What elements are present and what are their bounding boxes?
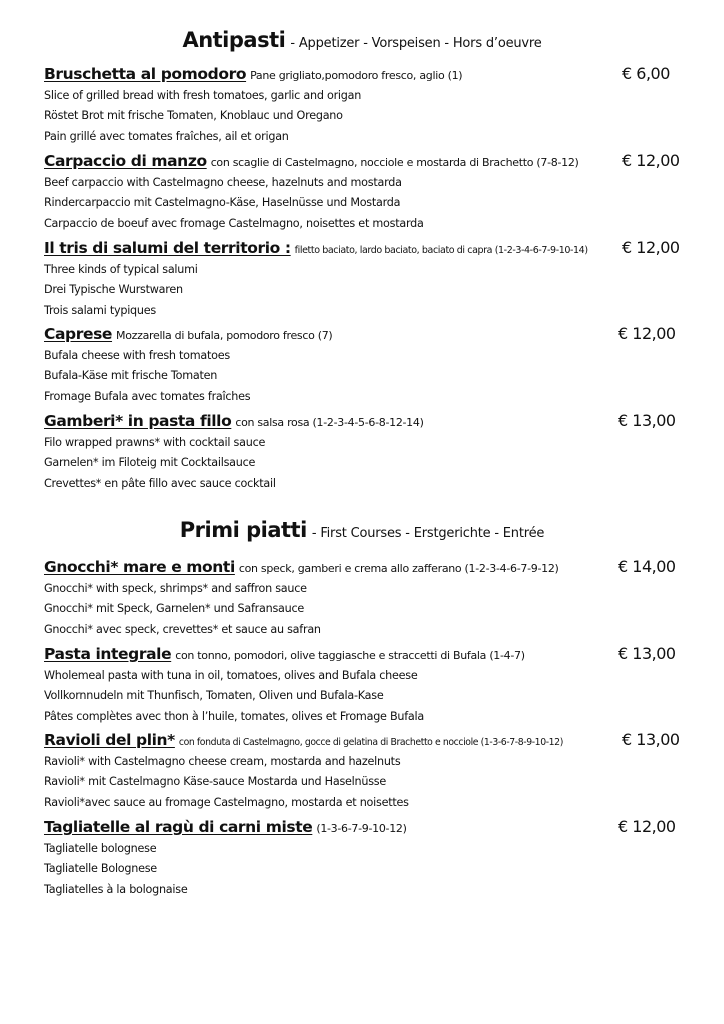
menu-item-tris-salumi bbox=[44, 238, 680, 321]
translation-fr: Carpaccio de boeuf avec fromage Castelmagno, noisettes et mostarda bbox=[44, 216, 424, 230]
menu-item-gnocchi bbox=[44, 557, 674, 640]
menu-item-tagliatelle bbox=[44, 817, 674, 900]
item-description: con fonduta di Castelmagno, gocce di gelatina di Brachetto e nocciole (1-3-6-7-8-9-10-12) bbox=[178, 737, 563, 748]
item-price: € 12,00 bbox=[622, 238, 680, 257]
item-price: € 14,00 bbox=[618, 557, 676, 576]
translation-en: Bufala cheese with fresh tomatoes bbox=[44, 349, 230, 362]
item-name: Carpaccio di manzo bbox=[44, 152, 207, 170]
section-subtitle: - Appetizer - Vorspeisen - Hors d’oeuvre bbox=[290, 36, 542, 51]
translation-en: Slice of grilled bread with fresh tomatoes, garlic and origan bbox=[44, 89, 362, 102]
translation-fr: Gnocchi* avec speck, crevettes* et sauce au safran bbox=[44, 622, 321, 636]
translation-en: Beef carpaccio with Castelmagno cheese, hazelnuts and mostarda bbox=[44, 176, 402, 189]
section-title: Antipasti bbox=[182, 28, 286, 52]
item-name: Pasta integrale bbox=[44, 645, 172, 663]
item-price: € 12,00 bbox=[622, 151, 680, 170]
translation-de: Röstet Brot mit frische Tomaten, Knoblauc und Oregano bbox=[44, 109, 343, 123]
translation-de: Gnocchi* mit Speck, Garnelen* und Safransauce bbox=[44, 602, 305, 616]
section-title: Primi piatti bbox=[179, 518, 307, 542]
item-price: € 12,00 bbox=[618, 817, 676, 836]
translation-en: Wholemeal pasta with tuna in oil, tomatoes, olives and Bufala cheese bbox=[44, 669, 418, 682]
item-description: Pane grigliato,pomodoro fresco, aglio (1) bbox=[250, 69, 463, 82]
translation-fr: Ravioli*avec sauce au fromage Castelmagno, mostarda et noisettes bbox=[44, 795, 409, 809]
translation-fr: Fromage Bufala avec tomates fraîches bbox=[44, 389, 251, 403]
item-price: € 13,00 bbox=[622, 730, 680, 749]
translation-en: Three kinds of typical salumi bbox=[44, 263, 198, 276]
section-subtitle: - First Courses - Erstgerichte - Entrée bbox=[311, 526, 545, 541]
item-name: Caprese bbox=[44, 325, 113, 343]
section-header-antipasti bbox=[0, 28, 724, 52]
translation-fr: Tagliatelles à la bolognaise bbox=[44, 882, 188, 896]
item-description: Mozzarella di bufala, pomodoro fresco (7) bbox=[116, 329, 333, 342]
item-description: filetto baciato, lardo baciato, baciato di capra (1-2-3-4-6-7-9-10-14) bbox=[294, 245, 588, 256]
item-price: € 12,00 bbox=[618, 324, 676, 343]
translation-en: Ravioli* with Castelmagno cheese cream, mostarda and hazelnuts bbox=[44, 755, 401, 768]
menu-item-ravioli bbox=[44, 730, 680, 813]
translation-en: Tagliatelle bolognese bbox=[44, 842, 157, 855]
translation-en: Gnocchi* with speck, shrimps* and saffron sauce bbox=[44, 582, 307, 595]
translation-de: Bufala-Käse mit frische Tomaten bbox=[44, 369, 218, 383]
item-price: € 6,00 bbox=[622, 64, 670, 83]
item-price: € 13,00 bbox=[618, 644, 676, 663]
translation-de: Vollkornnudeln mit Thunfisch, Tomaten, Oliven und Bufala-Kase bbox=[44, 689, 384, 703]
translation-fr: Trois salami typiques bbox=[44, 303, 156, 317]
menu-item-bruschetta bbox=[44, 64, 674, 147]
item-description: con scaglie di Castelmagno, nocciole e mostarda di Brachetto (7-8-12) bbox=[210, 156, 579, 169]
translation-en: Filo wrapped prawns* with cocktail sauce bbox=[44, 436, 266, 449]
menu-item-gamberi bbox=[44, 411, 674, 494]
item-description: con speck, gamberi e crema allo zafferano (1-2-3-4-6-7-9-12) bbox=[238, 562, 559, 575]
item-description: con salsa rosa (1-2-3-4-5-6-8-12-14) bbox=[235, 416, 424, 429]
item-name: Tagliatelle al ragù di carni miste bbox=[44, 818, 313, 836]
item-name: Ravioli del plin* bbox=[44, 731, 175, 749]
section-header-primi bbox=[0, 518, 724, 542]
menu-item-pasta-integrale bbox=[44, 644, 674, 727]
item-name: Bruschetta al pomodoro bbox=[44, 65, 247, 83]
item-name: Gnocchi* mare e monti bbox=[44, 558, 235, 576]
translation-fr: Pain grillé avec tomates fraîches, ail et origan bbox=[44, 129, 289, 143]
translation-de: Garnelen* im Filoteig mit Cocktailsauce bbox=[44, 456, 256, 470]
translation-de: Rindercarpaccio mit Castelmagno-Käse, Haselnüsse und Mostarda bbox=[44, 196, 401, 210]
item-price: € 13,00 bbox=[618, 411, 676, 430]
translation-de: Drei Typische Wurstwaren bbox=[44, 283, 183, 297]
item-description: (1-3-6-7-9-10-12) bbox=[316, 822, 407, 835]
menu-item-caprese bbox=[44, 324, 674, 407]
item-name: Il tris di salumi del territorio : bbox=[44, 239, 291, 257]
translation-de: Tagliatelle Bolognese bbox=[44, 862, 157, 876]
menu-item-carpaccio bbox=[44, 151, 680, 234]
translation-fr: Crevettes* en pâte fillo avec sauce cocktail bbox=[44, 476, 276, 490]
translation-fr: Pâtes complètes avec thon à l’huile, tomates, olives et Fromage Bufala bbox=[44, 709, 425, 723]
translation-de: Ravioli* mit Castelmagno Käse-sauce Mostarda und Haselnüsse bbox=[44, 775, 386, 789]
item-name: Gamberi* in pasta fillo bbox=[44, 412, 232, 430]
item-description: con tonno, pomodori, olive taggiasche e straccetti di Bufala (1-4-7) bbox=[175, 649, 525, 662]
